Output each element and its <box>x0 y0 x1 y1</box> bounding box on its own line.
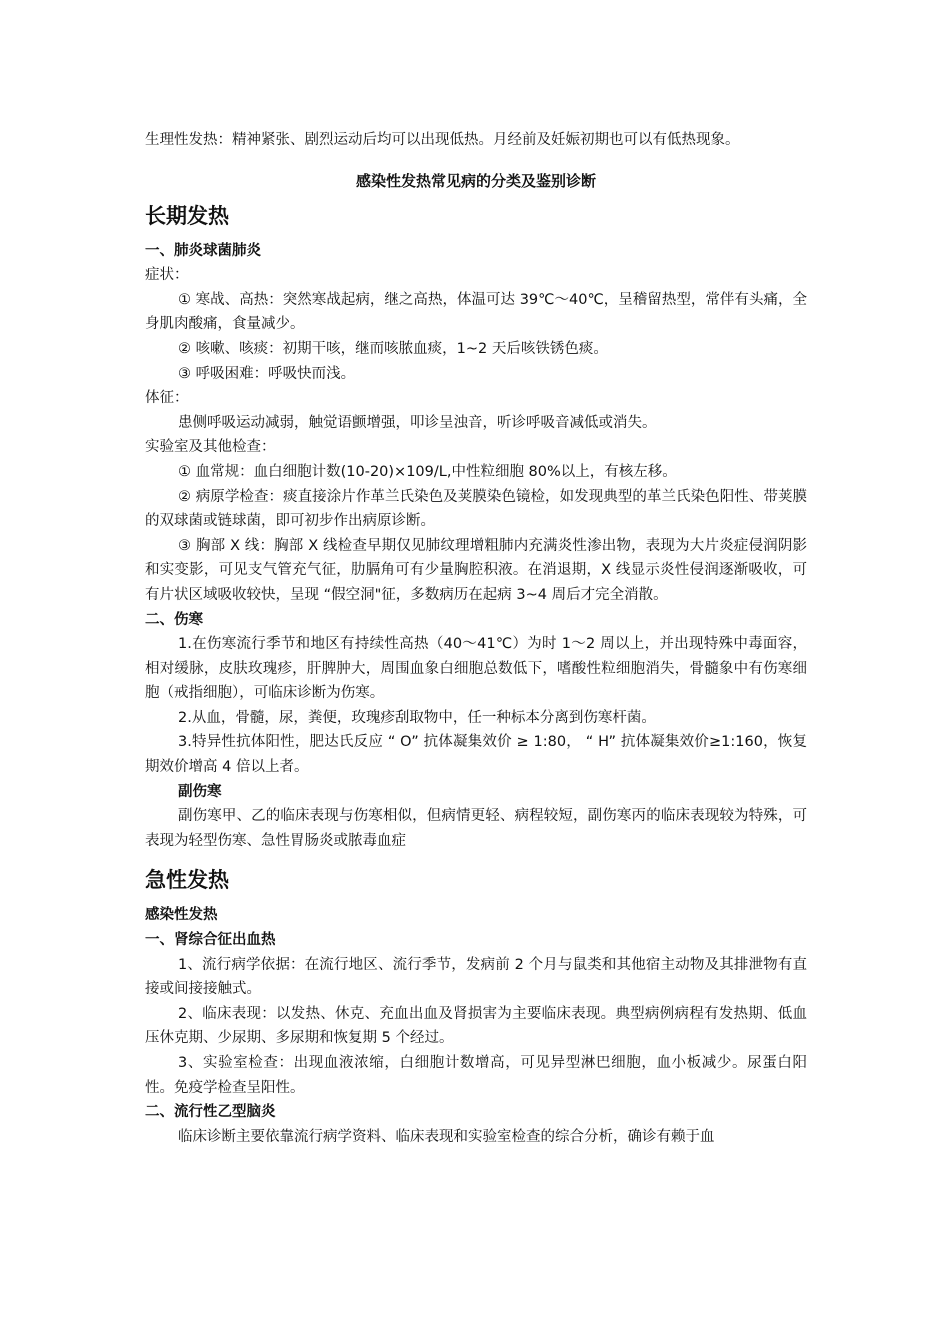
paratyphoid-heading: 副伤寒 <box>178 783 222 800</box>
infectious-fever-label: 感染性发热 <box>145 907 218 924</box>
symptoms-label: 症状： <box>145 267 189 284</box>
typhoid-item: 2.从血，骨髓，尿，粪便，玫瑰疹刮取物中，任一种标本分离到伤寒杆菌。 <box>178 709 656 726</box>
lab-item: ③ 胸部 X 线：胸部 X 线检查早期仅见肺纹理增粗肺内充满炎性渗出物，表现为大片炎症侵润阴影和实变影，可见支气管充气征，肋膈角可有少量胸腔积液。在消退期，X 线显示炎性侵润逐渐吸收，可有片状区域吸收较快，呈现 “假空洞"征，多数病历在起病 3~4 周后才完全消散。 <box>145 537 807 603</box>
signs-text: 患侧呼吸运动减弱，触觉语颤增强，叩诊呈浊音，听诊呼吸音减低或消失。 <box>178 414 657 431</box>
paratyphoid-text: 副伤寒甲、乙的临床表现与伤寒相似，但病情更轻、病程较短，副伤寒丙的临床表现较为特殊，可表现为轻型伤寒、急性胃肠炎或脓毒血症 <box>145 808 807 849</box>
hfrs-item: 2、临床表现：以发热、休克、充血出血及肾损害为主要临床表现。典型病例病程有发热期、低血压休克期、少尿期、多尿期和恢复期 5 个经过。 <box>145 1005 807 1047</box>
encephalitis-text: 临床诊断主要依靠流行病学资料、临床表现和实验室检查的综合分析，确诊有赖于血 <box>178 1128 715 1145</box>
typhoid-item: 3.特异性抗体阳性，肥达氏反应 “ O” 抗体凝集效价 ≥ 1:80， “ H” 抗体凝集效价≥1:160，恢复期效价增高 4 倍以上者。 <box>145 734 807 776</box>
section-heading-acute-fever: 急性发热 <box>145 868 229 893</box>
section-heading-long-fever: 长期发热 <box>145 203 229 228</box>
hfrs-item: 3、实验室检查：出现血液浓缩，白细胞计数增高，可见异型淋巴细胞，血小板减少。尿蛋白阳性。免疫学检查呈阳性。 <box>145 1055 807 1096</box>
hfrs-item: 1、流行病学依据：在流行地区、流行季节，发病前 2 个月与鼠类和其他宿主动物及其排泄物有直接或间接接触式。 <box>145 956 807 998</box>
disease-heading-pneumonia: 一、肺炎球菌肺炎 <box>145 242 261 259</box>
symptom-item: ② 咳嗽、咳痰：初期干咳，继而咳脓血痰，1~2 天后咳铁锈色痰。 <box>178 340 608 357</box>
lab-label: 实验室及其他检查： <box>145 439 276 456</box>
disease-heading-hfrs: 一、肾综合征出血热 <box>145 932 276 949</box>
typhoid-item: 1.在伤寒流行季节和地区有持续性高热（40～41℃）为时 1～2 周以上，并出现特殊中毒面容，相对缓脉，皮肤玫瑰疹，肝脾肿大，周围血象白细胞总数低下，嗜酸性粒细胞消失，骨髓象中有伤寒细胞（戒指细胞），可临床诊断为伤寒。 <box>145 636 807 702</box>
document-title: 感染性发热常见病的分类及鉴别诊断 <box>355 171 596 190</box>
disease-heading-encephalitis: 二、流行性乙型脑炎 <box>145 1104 276 1121</box>
document-page <box>145 128 807 1149</box>
symptom-item: ③ 呼吸困难：呼吸快而浅。 <box>178 365 356 382</box>
signs-label: 体征： <box>145 390 189 407</box>
lab-item: ① 血常规：血白细胞计数(10-20)×109/L,中性粒细胞 80%以上，有核左移。 <box>178 463 677 480</box>
disease-heading-typhoid: 二、伤寒 <box>145 611 203 628</box>
symptom-item: ① 寒战、高热：突然寒战起病，继之高热，体温可达 39℃～40℃，呈稽留热型，常伴有头痛，全身肌肉酸痛，食量减少。 <box>145 291 807 333</box>
intro-paragraph: 生理性发热：精神紧张、剧烈运动后均可以出现低热。月经前及妊娠初期也可以有低热现象。 <box>145 132 740 148</box>
lab-item: ② 病原学检查：痰直接涂片作革兰氏染色及荚膜染色镜检，如发现典型的革兰氏染色阳性、带荚膜的双球菌或链球菌，即可初步作出病原诊断。 <box>145 488 807 530</box>
